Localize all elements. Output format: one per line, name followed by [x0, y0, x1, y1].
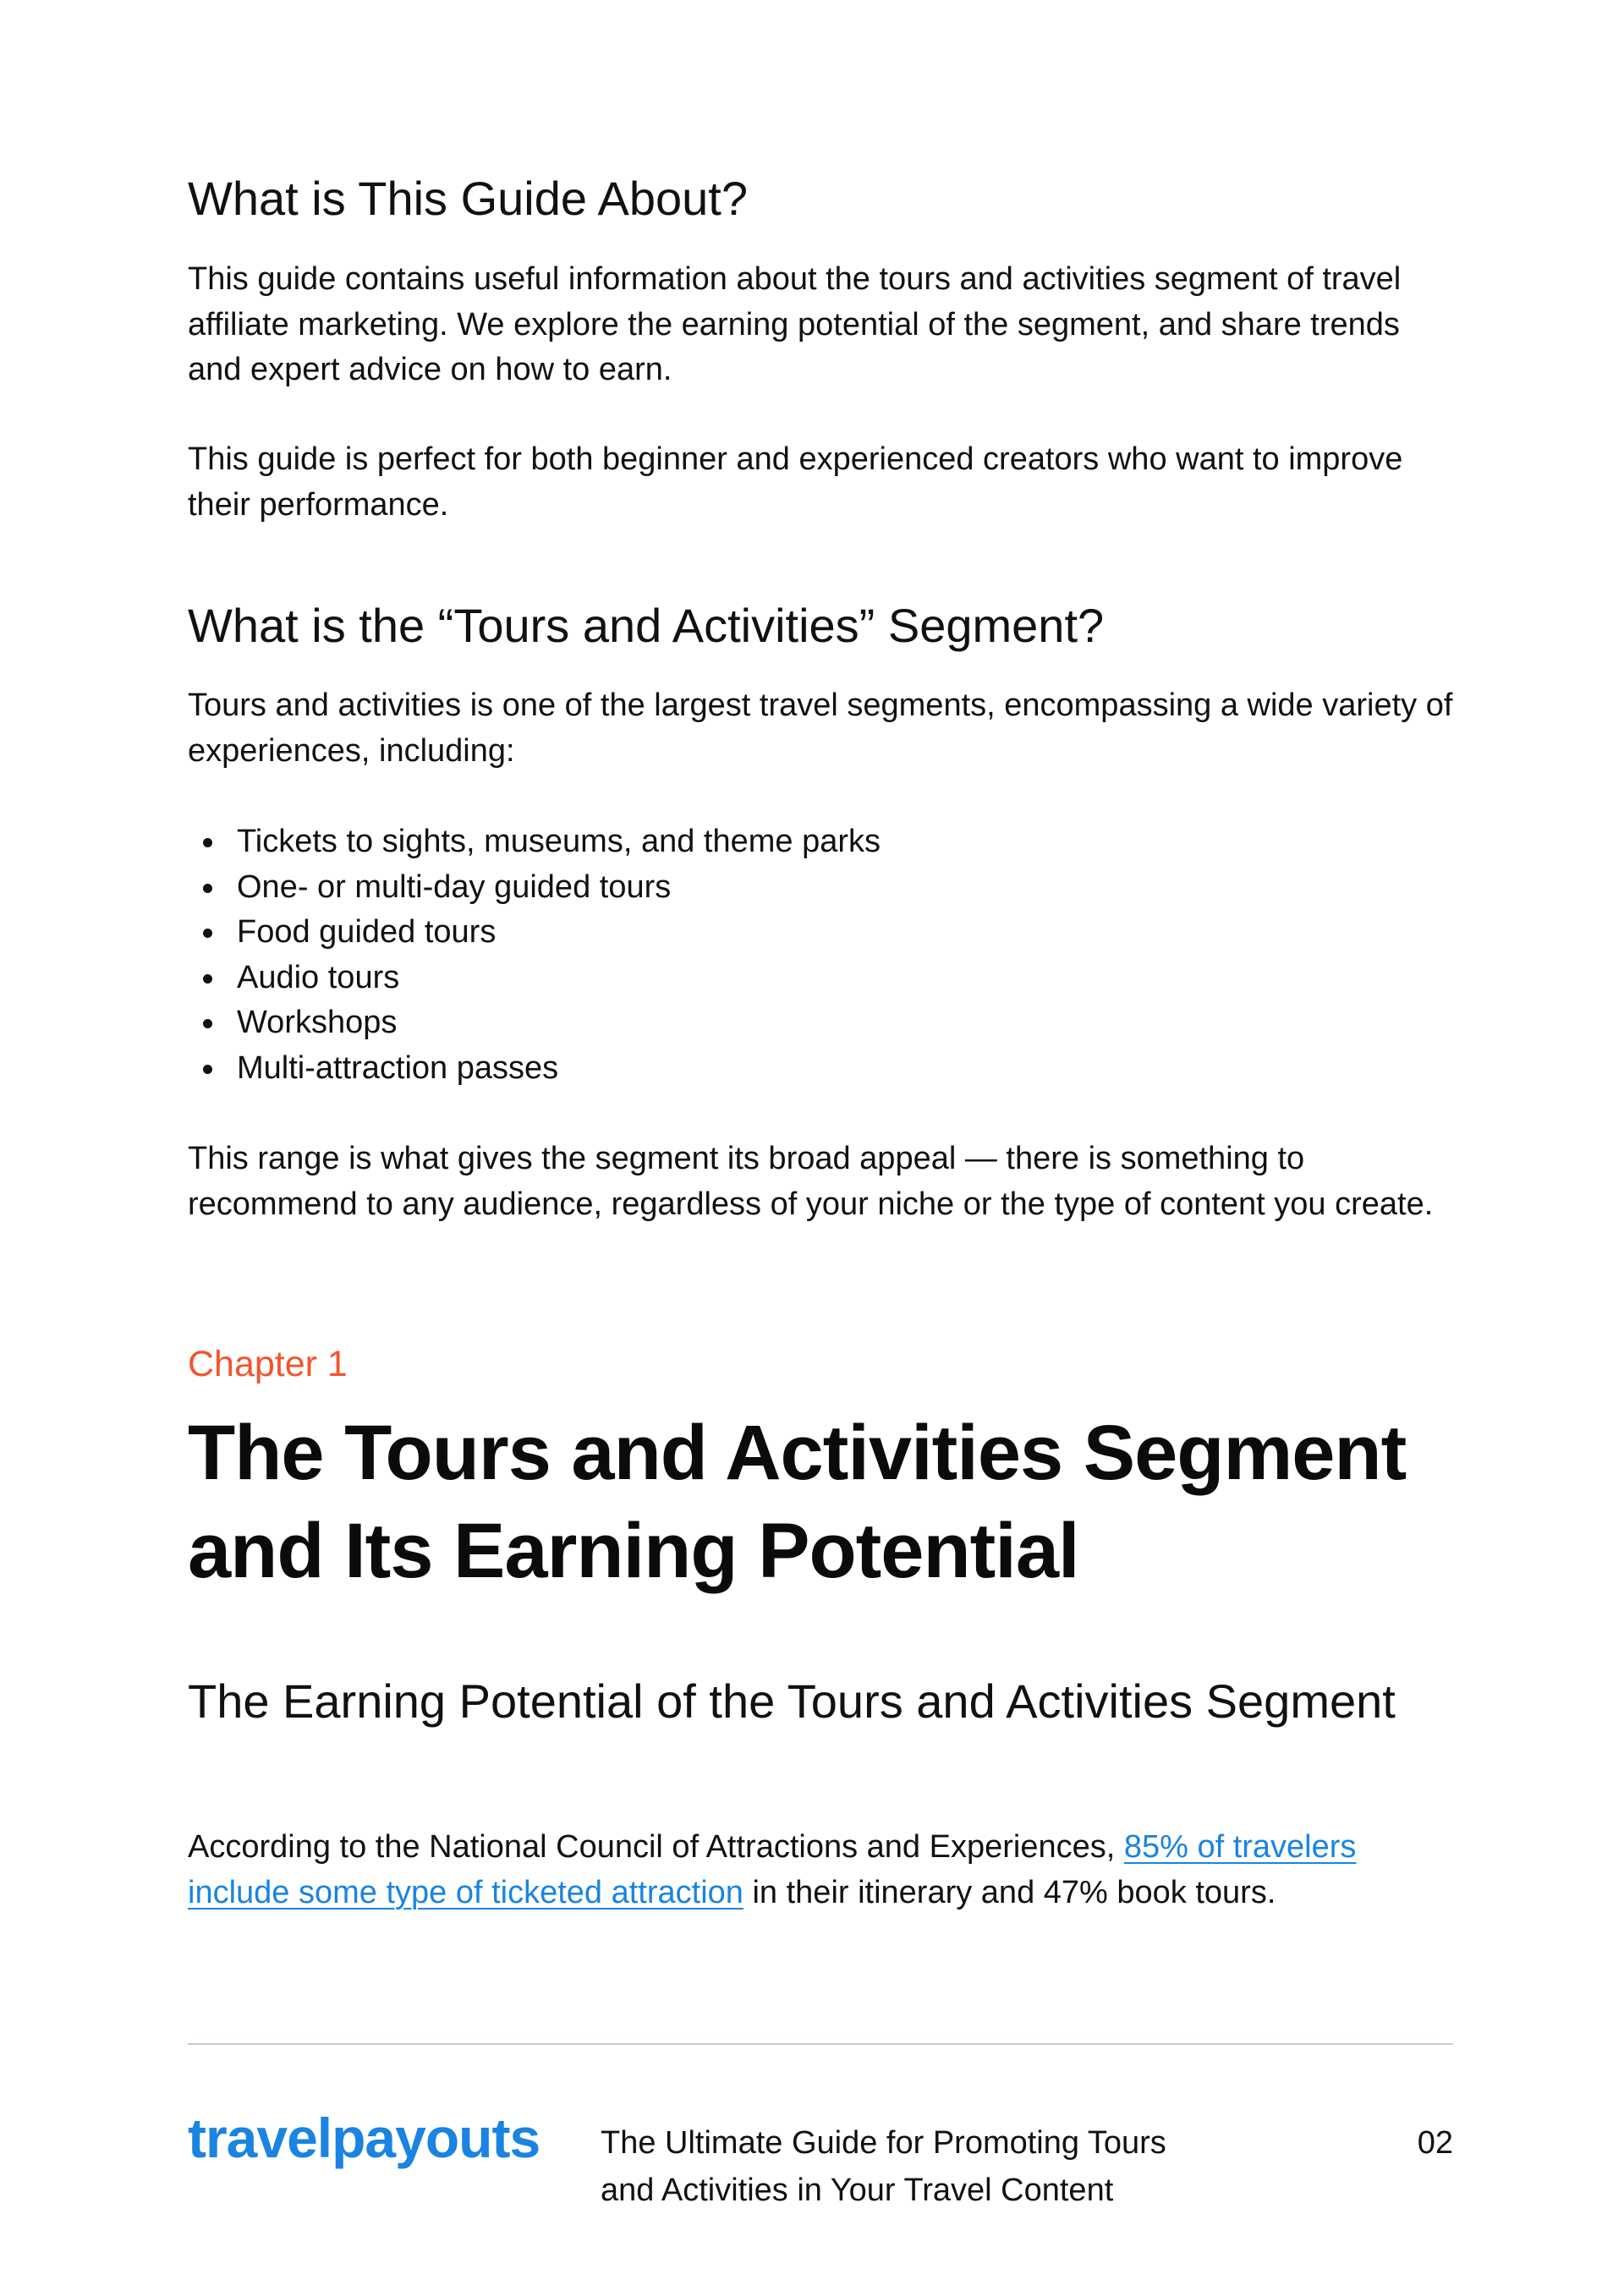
earning-text-before-link: According to the National Council of Attractions and Experiences,	[188, 1829, 1124, 1865]
about-paragraph-1: This guide contains useful information about the tours and activities segment of travel affiliate marketing. We explore the earning potential of the segment, and share trends and expert advice on how to earn.	[188, 261, 1402, 387]
list-item	[188, 819, 881, 865]
bullet-icon	[203, 974, 212, 984]
list-item-text: Multi-attraction passes	[237, 1049, 559, 1086]
list-item	[188, 910, 881, 956]
bullet-icon	[203, 1065, 212, 1074]
bullet-icon	[203, 884, 212, 893]
earning-text-after-link: in their itinerary and 47% book tours.	[743, 1874, 1276, 1910]
travelpayouts-logo: travelpayouts	[188, 2107, 540, 2169]
list-item	[188, 865, 881, 911]
experience-list	[188, 819, 881, 1091]
section-heading-about: What is This Guide About?	[188, 172, 748, 225]
statistic-source-link[interactable]: 85% of travelers include some type of ticketed attraction	[188, 1829, 1357, 1910]
page-number: 02	[1417, 2125, 1453, 2161]
list-item	[188, 1000, 881, 1046]
footer-title-line-1: The Ultimate Guide for Promoting Tours	[601, 2125, 1166, 2161]
list-item	[188, 1046, 881, 1092]
list-item-text: Tickets to sights, museums, and theme parks	[237, 824, 881, 859]
segment-intro-paragraph: Tours and activities is one of the largest travel segments, encompassing a wide variety of experiences, including:	[188, 688, 1453, 769]
chapter-title: The Tours and Activities Segment and Its Earning Potential	[188, 1410, 1407, 1594]
list-item-text: Food guided tours	[237, 914, 497, 950]
chapter-label: Chapter 1	[188, 1344, 348, 1384]
list-item-text: Audio tours	[237, 959, 400, 995]
bullet-icon	[203, 929, 212, 938]
footer-title-line-2: and Activities in Your Travel Content	[601, 2173, 1114, 2208]
section-heading-earning: The Earning Potential of the Tours and Activities Segment	[188, 1674, 1396, 1728]
bullet-icon	[203, 838, 212, 847]
footer-guide-title	[601, 2119, 1243, 2214]
section-heading-segment: What is the “Tours and Activities” Segment?	[188, 599, 1105, 652]
segment-outro-paragraph: This range is what gives the segment its broad appeal — there is something to recommend to any audience, regardless of your niche or the type of content you create.	[188, 1141, 1434, 1222]
list-item-text: Workshops	[237, 1005, 398, 1040]
list-item	[188, 956, 881, 1001]
about-paragraph-2: This guide is perfect for both beginner and experienced creators who want to improve their performance.	[188, 441, 1403, 523]
earning-paragraph	[188, 1825, 1453, 1915]
footer-divider	[188, 2043, 1453, 2045]
bullet-icon	[203, 1019, 212, 1028]
list-item-text: One- or multi-day guided tours	[237, 869, 672, 905]
